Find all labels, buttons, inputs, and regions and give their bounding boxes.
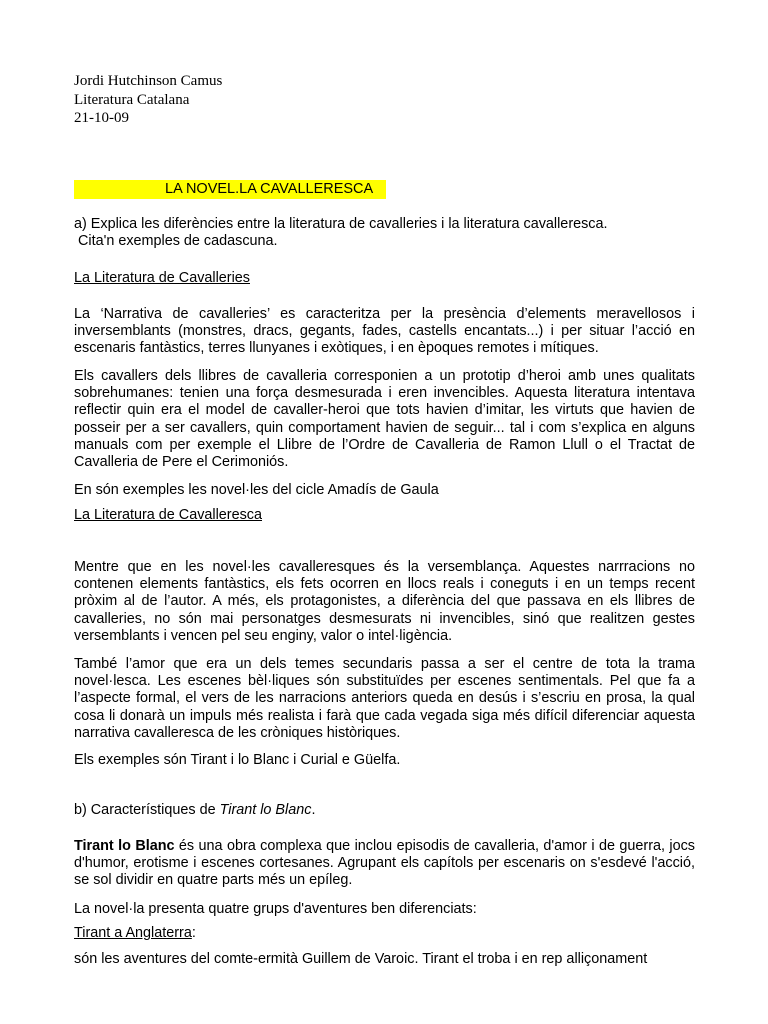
tirant-paragraph-2: La novel·la presenta quatre grups d'aventures ben diferenciats: [74, 901, 477, 917]
question-b [74, 802, 695, 819]
tirant-paragraph-1 [74, 838, 695, 890]
question-a-line2: Cita'n exemples de cadascuna. [78, 233, 278, 250]
tirant-paragraph-1-text: és una obra complexa que inclou episodis de cavalleria, d'amor i de guerra, jocs d'humor, erotisme i escenes cortesanes. Agrupant els capítols per escenaris on s'esdevé l'acció, se sol dividir en quatre parts més un epíleg. [74, 838, 695, 889]
question-b-suffix: . [311, 802, 316, 818]
tirant-subheading-colon: : [191, 925, 196, 941]
section-cavalleries-heading: La Literatura de Cavalleries [74, 270, 250, 286]
course-name: Literatura Catalana [74, 91, 190, 108]
section-cavalleresca-heading-block [74, 507, 695, 524]
cavalleresca-paragraph-3: Els exemples són Tirant i lo Blanc i Curial e Güelfa. [74, 752, 401, 768]
tirant-paragraph-3: són les aventures del comte-ermità Guillem de Varoic. Tirant el troba i en rep alliçonament [74, 951, 648, 967]
section-cavalleresca-heading: La Literatura de Cavalleresca [74, 507, 262, 523]
question-b-work-title: Tirant lo Blanc [219, 802, 312, 818]
section-cavalleries-heading-block [74, 270, 695, 287]
document-title-highlight [74, 180, 386, 199]
question-a-line1: a) Explica les diferències entre la literatura de cavalleries i la literatura cavalleresca. [74, 216, 608, 232]
cavalleries-paragraph-3: En són exemples les novel·les del cicle Amadís de Gaula [74, 482, 439, 498]
cavalleresca-paragraph-1: Mentre que en les novel·les cavalleresques és la versemblança. Aquestes narrracions no contenen elements fantàstics, els fets ocorren en llocs reals i coneguts i en un temps recent pròxim al de l’autor. A més, els protagonistes, a diferència del que passava en els llibres de cavalleries, no són mai personatges desmesurats ni invencibles, sinó que realitzen gestes versemblants i vencen pel seu enginy, valor o intel·ligència. [74, 559, 695, 644]
tirant-subheading-block [74, 925, 695, 942]
document-date: 21-10-09 [74, 110, 129, 126]
document-header [74, 72, 222, 128]
tirant-work-title: Tirant lo Blanc [74, 838, 175, 854]
author-name: Jordi Hutchinson Camus [74, 73, 223, 89]
cavalleries-paragraph-2: Els cavallers dels llibres de cavalleria corresponien a un prototip d’heroi amb unes qualitats sobrehumanes: tenien una força desmesurada i eren invencibles. Aquesta literatura intentava reflectir quin era el model de cavaller-heroi que tots havien d’imitar, les virtuts que havien de posseir per a ser cavallers, quin comportament havien de seguir... tal i com s’explica en alguns manuals com per exemple el Llibre de l’Ordre de Cavalleria de Ramon Llull o el Tractat de Cavalleria de Pere el Cerimoniós. [74, 368, 695, 471]
document-title: LA NOVEL.LA CAVALLERESCA [165, 181, 374, 197]
cavalleresca-paragraph-2: També l’amor que era un dels temes secundaris passa a ser el centre de tota la trama novel·lesca. Les escenes bèl·liques són substituïdes per escenes sentimentals. Pel que fa a l’aspecte formal, el vers de les narracions anteriors queda en desús i s’escriu en prosa, la qual cosa li donarà un impuls més realista i farà que cada vegada siga més difícil diferenciar aquesta narrativa cavalleresca de les cròniques històriques. [74, 656, 695, 741]
question-a [74, 216, 695, 250]
cavalleries-paragraph-1: La ‘Narrativa de cavalleries’ es caracteritza per la presència d’elements meravellosos i inversemblants (monstres, dracs, gegants, fades, castells encantats...) i per situar l’acció en escenaris fantàstics, terres llunyanes i exòtiques, i en èpoques remotes i mítiques. [74, 306, 695, 357]
tirant-subheading: Tirant a Anglaterra [74, 925, 192, 941]
question-b-prefix: b) Característiques de [74, 802, 220, 818]
